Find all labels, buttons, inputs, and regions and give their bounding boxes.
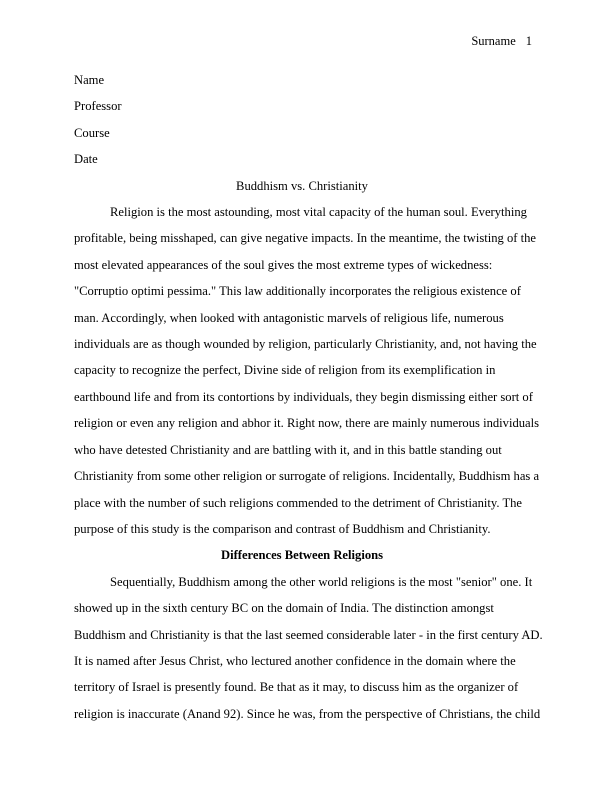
paragraph-line: It is named after Jesus Christ, who lectured another confidence in the domain where the — [74, 653, 516, 668]
date-line: Date — [74, 152, 98, 167]
paragraph-line: territory of Israel is presently found. Be that as it may, to discuss him as the organizer of — [74, 680, 519, 695]
paragraph-introduction — [74, 199, 540, 542]
paragraph-line: purpose of this study is the comparison and contrast of Buddhism and Christianity. — [74, 521, 491, 536]
section-heading: Differences Between Religions — [220, 548, 384, 563]
course-name: Course — [74, 125, 110, 140]
paragraph-line: most elevated appearances of the soul gives the most extreme types of wickedness: — [74, 257, 493, 272]
paragraph-line: religion or even any religion and abhor it. Right now, there are mainly numerous individuals — [74, 416, 540, 431]
header-surname: Surname — [471, 34, 516, 48]
paragraph-line: place with the number of such religions commended to the detriment of Christianity. The — [74, 495, 523, 510]
paragraph-line: profitable, being misshaped, can give negative impacts. In the meantime, the twisting of the — [74, 231, 536, 246]
paragraph-differences — [74, 569, 543, 727]
paragraph-line: Religion is the most astounding, most vital capacity of the human soul. Everything — [110, 205, 527, 220]
paragraph-line: man. Accordingly, when looked with antagonistic marvels of religious life, numerous — [74, 310, 504, 325]
paragraph-line: who have detested Christianity and are battling with it, and in this battle standing out — [74, 442, 502, 457]
paragraph-line: religion is inaccurate (Anand 92). Since he was, from the perspective of Christians, the child — [74, 706, 541, 721]
document-body — [74, 67, 543, 727]
paragraph-line: earthbound life and from its contortions by individuals, they begin dismissing either sort of — [74, 389, 533, 404]
header-page-number: 1 — [525, 34, 532, 48]
essay-title: Buddhism vs. Christianity — [236, 178, 368, 193]
running-header — [471, 33, 532, 49]
paragraph-line: Christianity from some other religion or surrogate of religions. Incidentally, Buddhism has a — [74, 469, 540, 484]
student-name: Name — [74, 73, 105, 87]
paragraph-line: capacity to recognize the perfect, Divine side of religion from its exemplification in — [74, 363, 496, 378]
paragraph-line: Buddhism and Christianity is that the last seemed considerable later - in the first century AD. — [74, 627, 543, 642]
professor-name: Professor — [74, 99, 122, 114]
paragraph-line: "Corruptio optimi pessima." This law additionally incorporates the religious existence of — [74, 284, 521, 299]
paragraph-line: Sequentially, Buddhism among the other world religions is the most "senior" one. It — [110, 574, 533, 589]
paragraph-line: showed up in the sixth century BC on the domain of India. The distinction amongst — [74, 601, 494, 616]
paragraph-line: individuals are as though wounded by religion, particularly Christianity, and, not having the — [74, 337, 537, 352]
